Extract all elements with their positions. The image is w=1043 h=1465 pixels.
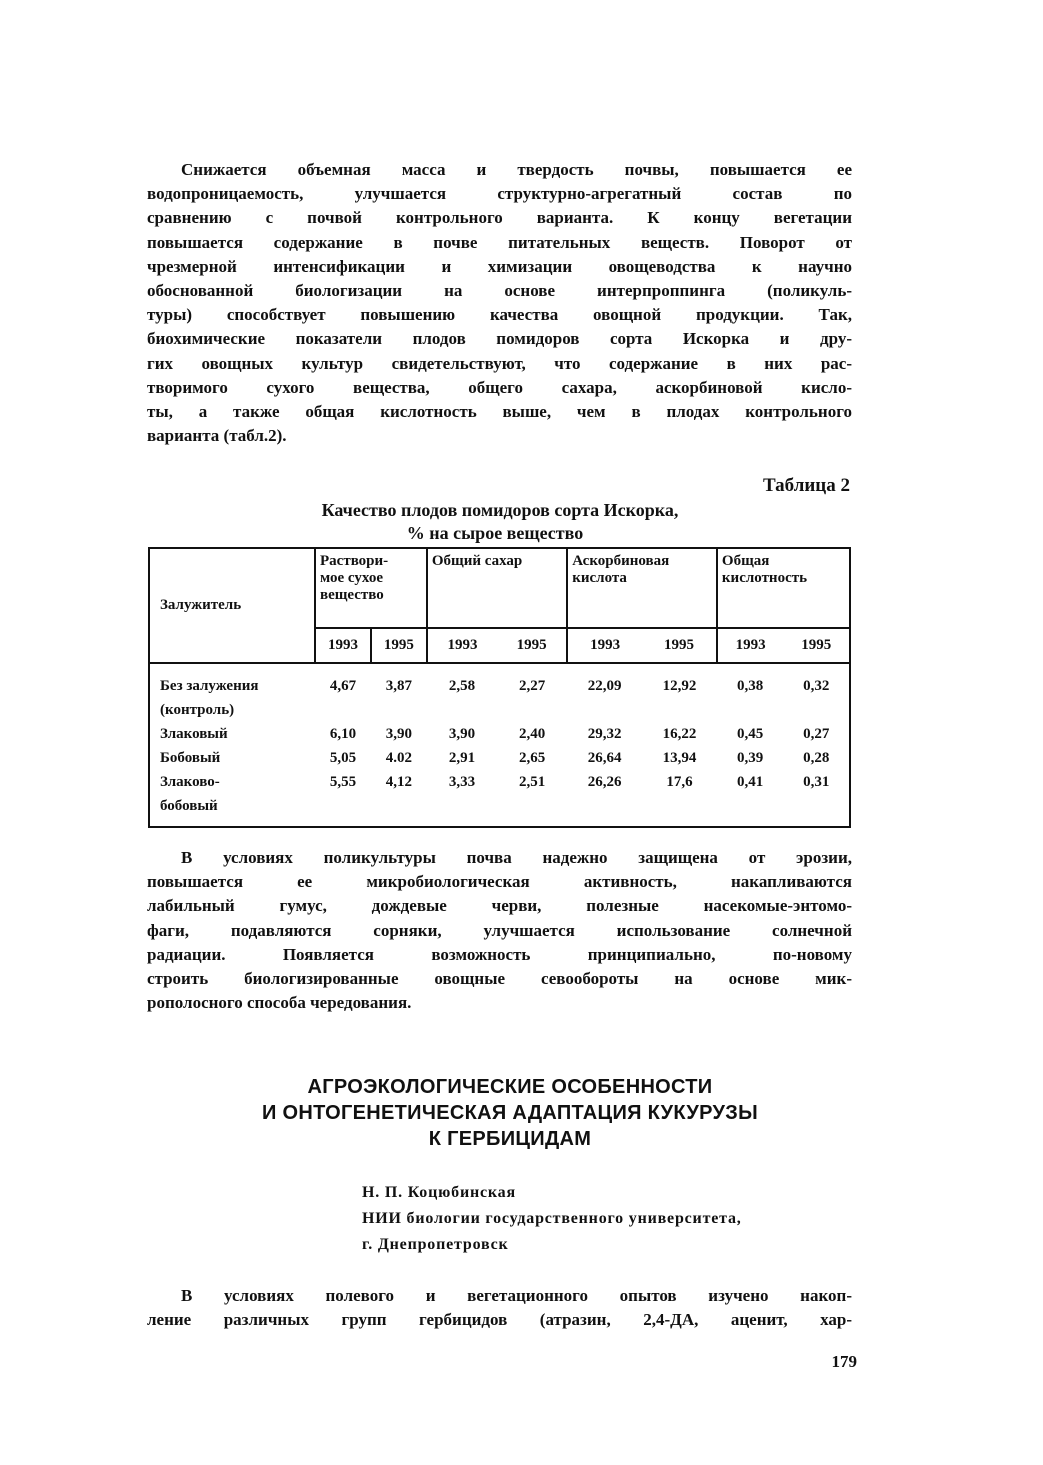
- cell: 4,67: [329, 678, 357, 694]
- cell: 22,09: [587, 678, 622, 694]
- paragraph-line: фаги, подавляются сорняки, улучшается использование солнечной: [147, 920, 852, 940]
- cell: 13,94: [662, 750, 697, 766]
- cell: 2,65: [519, 750, 546, 766]
- paragraph-1: [147, 158, 852, 448]
- cell: 5,05: [329, 750, 357, 766]
- paragraph-line: В условиях полевого и вегетационного опытов изучено накоп-: [181, 1286, 852, 1305]
- year-header: 1995: [783, 628, 850, 663]
- quality-table: [148, 547, 851, 828]
- table-row: [149, 663, 850, 698]
- year-header: 1995: [642, 628, 717, 663]
- paragraph-line: варианта (табл.2).: [147, 426, 287, 446]
- cell: 2,51: [519, 774, 546, 790]
- cell: 2,40: [519, 726, 546, 742]
- header-group-sugar: Общий сахар: [427, 548, 567, 628]
- year-header: 1993: [717, 628, 784, 663]
- cell: [497, 698, 567, 722]
- year-header: 1993: [567, 628, 642, 663]
- author-name: Н. П. Коцюбинская: [362, 1184, 516, 1201]
- paragraph-line: гих овощных культур свидетельствуют, что содержание в них рас-: [147, 353, 852, 373]
- year-header: 1993: [315, 628, 371, 663]
- paragraph-line: ты, а также общая кислотность выше, чем в плодах контрольного: [147, 402, 852, 422]
- cell: 0,39: [737, 750, 764, 766]
- cell: 0,41: [737, 774, 764, 790]
- paragraph-line: сравнению с почвой контрольного варианта. К концу вегетации: [147, 208, 852, 228]
- year-header: 1995: [497, 628, 567, 663]
- row-name: (контроль): [160, 702, 235, 718]
- cell: [371, 794, 427, 827]
- paragraph-line: строить биологизированные овощные севообороты на основе мик-: [147, 969, 852, 989]
- row-name: Злаковый: [160, 726, 228, 742]
- table-row: [149, 722, 850, 746]
- cell: [427, 794, 497, 827]
- cell: 26,64: [587, 750, 622, 766]
- row-name: бобовый: [160, 798, 218, 814]
- article-heading: [150, 1074, 870, 1152]
- cell: 16,22: [662, 726, 697, 742]
- cell: 4,12: [385, 774, 413, 790]
- cell: 3,90: [385, 726, 413, 742]
- cell: 0,32: [803, 678, 830, 694]
- cell: 2,91: [448, 750, 476, 766]
- paragraph-line: рополосного способа чередования.: [147, 993, 412, 1013]
- paragraph-line: лабильный гумус, дождевые черви, полезные насекомые-энтомо-: [147, 896, 852, 916]
- table-title-line-2: % на сырое вещество: [406, 523, 584, 543]
- paragraph-line: биохимические показатели плодов помидоров сорта Искорка и дру-: [147, 329, 852, 349]
- cell: [315, 794, 371, 827]
- table-title-line-1: Качество плодов помидоров сорта Искорка,: [321, 500, 679, 520]
- cell: 0,31: [803, 774, 830, 790]
- row-name: Без залужения: [160, 678, 259, 694]
- paragraph-2: [147, 846, 852, 1015]
- table-row: [149, 770, 850, 794]
- cell: 0,45: [737, 726, 764, 742]
- paragraph-line: Снижается объемная масса и твердость почвы, повышается ее: [181, 160, 852, 179]
- table-row: [149, 794, 850, 827]
- year-header: 1993: [427, 628, 497, 663]
- paragraph-line: водопроницаемость, улучшается структурно-агрегатный состав по: [147, 184, 852, 204]
- year-header: 1995: [371, 628, 427, 663]
- cell: 6,10: [329, 726, 357, 742]
- cell: [717, 794, 784, 827]
- cell: [371, 698, 427, 722]
- header-group-ascorbic: Аскорбиновая кислота: [567, 548, 717, 628]
- paragraph-line: повышается ее микробиологическая активность, накапливаются: [147, 872, 852, 892]
- cell: 2,27: [519, 678, 546, 694]
- author-city: г. Днепропетровск: [362, 1236, 509, 1253]
- cell: 17,6: [666, 774, 693, 790]
- header-group-dry-matter: Раствори- мое сухое вещество: [315, 548, 427, 628]
- cell: [315, 698, 371, 722]
- header-zaluzhitel: Залужитель: [149, 548, 315, 663]
- author-affiliation: НИИ биологии государственного университета,: [362, 1210, 742, 1227]
- cell: 0,38: [737, 678, 764, 694]
- cell: [427, 698, 497, 722]
- paragraph-line: туры) способствует повышению качества овощной продукции. Так,: [147, 305, 852, 325]
- table-row: [149, 698, 850, 722]
- cell: [783, 698, 850, 722]
- row-name: Злаково-: [160, 774, 220, 790]
- table-title: [150, 499, 850, 545]
- cell: [642, 698, 717, 722]
- cell: 0,27: [803, 726, 830, 742]
- table-row: [149, 746, 850, 770]
- cell: [497, 794, 567, 827]
- cell: 12,92: [662, 678, 697, 694]
- cell: 3,90: [448, 726, 476, 742]
- row-name: Бобовый: [160, 750, 221, 766]
- cell: 3,33: [448, 774, 476, 790]
- heading-line-1: АГРОЭКОЛОГИЧЕСКИЕ ОСОБЕННОСТИ: [307, 1076, 713, 1098]
- header-group-acidity: Общая кислотность: [717, 548, 850, 628]
- paragraph-line: повышается содержание в почве питательных веществ. Поворот от: [147, 232, 852, 252]
- cell: 0,28: [803, 750, 830, 766]
- cell: [567, 698, 642, 722]
- cell: [567, 794, 642, 827]
- paragraph-line: обоснованной биологизации на основе интерпроппинга (поликуль-: [147, 281, 852, 301]
- cell: 5,55: [329, 774, 357, 790]
- cell: 26,26: [587, 774, 622, 790]
- paragraph-line: ление различных групп гербицидов (атразин, 2,4-ДА, аценит, хар-: [147, 1310, 852, 1330]
- author-block: [362, 1180, 742, 1258]
- heading-line-3: К ГЕРБИЦИДАМ: [428, 1128, 592, 1150]
- cell: 4.02: [385, 750, 413, 766]
- cell: 2,58: [448, 678, 476, 694]
- paragraph-3: [147, 1284, 852, 1332]
- cell: [642, 794, 717, 827]
- paragraph-line: В условиях поликультуры почва надежно защищена от эрозии,: [181, 848, 852, 867]
- cell: 3,87: [385, 678, 413, 694]
- cell: [717, 698, 784, 722]
- paragraph-line: творимого сухого вещества, общего сахара, аскорбиновой кисло-: [147, 377, 852, 397]
- heading-line-2: И ОНТОГЕНЕТИЧЕСКАЯ АДАПТАЦИЯ КУКУРУЗЫ: [261, 1102, 758, 1124]
- table-label: Таблица 2: [762, 475, 850, 496]
- paragraph-line: чрезмерной интенсификации и химизации овощеводства к научно: [147, 256, 852, 276]
- page-number: 179: [831, 1352, 857, 1371]
- cell: 29,32: [587, 726, 622, 742]
- cell: [783, 794, 850, 827]
- paragraph-line: радиации. Появляется возможность принципиально, по-новому: [147, 944, 852, 964]
